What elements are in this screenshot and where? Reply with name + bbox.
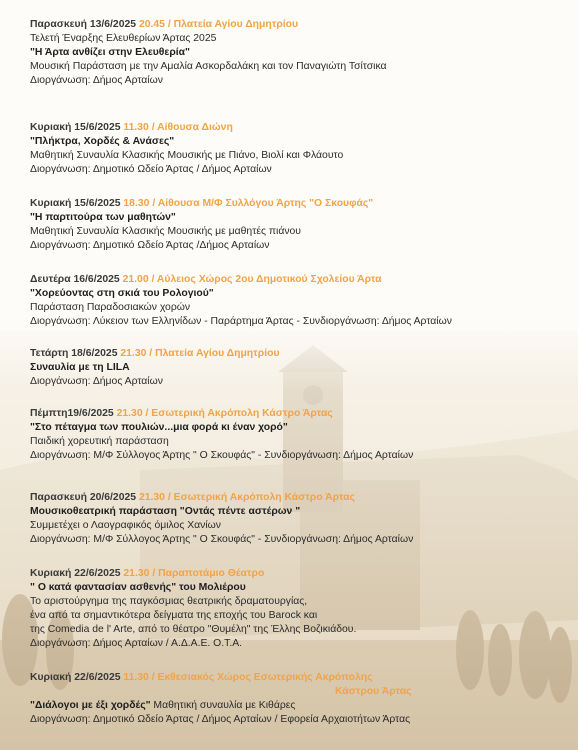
event-title-line <box>30 699 570 713</box>
event-organizer: Διοργάνωση: Δημοτικό Ωδείο Άρτας /Δήμος Αρταίων <box>30 240 270 251</box>
event-organizer: Διοργάνωση: Δήμος Αρταίων <box>30 376 163 387</box>
event-header: Τετάρτη 18/6/2025 21.30 / Πλατεία Αγίου Δημητρίου <box>30 348 280 359</box>
event-date: Παρασκευή 20/6/2025 <box>30 492 137 503</box>
event-venue: Παραποτάμιο Θέατρο <box>158 568 265 579</box>
event-date: Κυριακή 15/6/2025 <box>30 122 121 133</box>
event-date: Κυριακή 22/6/2025 <box>30 672 121 683</box>
event-description: Μαθητική συναυλία με Κιθάρες <box>150 700 296 711</box>
event-item <box>30 18 570 88</box>
event-header: Κυριακή 15/6/2025 18.30 / Αίθουσα Μ/Φ Συλλόγου Άρτης "Ο Σκουφάς" <box>30 198 374 209</box>
event-time: 18.30 <box>123 198 150 209</box>
event-description: Συμμετέχει ο Λαογραφικός όμιλος Χανίων <box>30 520 221 531</box>
event-organizer: Διοργάνωση: Δημοτικό Ωδείο Άρτας / Δήμος Αρταίων / Εφορεία Αρχαιοτήτων Άρτας <box>30 714 411 725</box>
event-header: Παρασκευή 20/6/2025 21.30 / Εσωτερική Ακρόπολη Κάστρο Άρτας <box>30 492 355 503</box>
event-date: Δευτέρα 16/6/2025 <box>30 274 120 285</box>
event-item <box>30 273 570 329</box>
event-organizer: Διοργάνωση: Δήμος Αρταίων / Α.Δ.Α.Ε. Ο.Τ.Α. <box>30 638 243 649</box>
event-venue-continued: Κάστρου Άρτας <box>335 686 412 697</box>
event-venue: Πλατεία Αγίου Δημητρίου <box>173 19 299 30</box>
event-time: 21.30 <box>116 408 143 419</box>
event-time: 21.00 <box>122 274 149 285</box>
event-date: Κυριακή 22/6/2025 <box>30 568 121 579</box>
event-item <box>30 567 570 651</box>
event-venue: Πλατεία Αγίου Δημητρίου <box>155 348 280 359</box>
event-venue: Αύλειος Χώρος 2ου Δημοτικού Σχολείου Άρτα <box>156 274 382 285</box>
event-organizer: Διοργάνωση: Δήμος Αρταίων <box>30 75 163 86</box>
event-item <box>30 347 570 389</box>
event-title: "Χορεύοντας στη σκιά του Ρολογιού" <box>30 288 214 299</box>
event-header: Κυριακή 22/6/2025 11.30 / Εκθεσιακός Χώρος Εσωτερικής Ακρόπολης <box>30 672 373 683</box>
event-header: Παρασκευή 13/6/2025 20.45 / Πλατεία Αγίου Δημητρίου <box>30 19 299 30</box>
event-item <box>30 407 570 463</box>
event-time: 11.30 <box>123 122 149 133</box>
event-date: Τετάρτη 18/6/2025 <box>30 348 118 359</box>
event-header: Κυριακή 15/6/2025 11.30 / Αίθουσα Διώνη <box>30 122 233 133</box>
event-title: Συναυλία με τη LILA <box>30 362 130 373</box>
event-item <box>30 197 570 253</box>
event-organizer: Διοργάνωση: Μ/Φ Σύλλογος Άρτης " Ο Σκουφάς" - Συνδιοργάνωση: Δήμος Αρταίων <box>30 450 414 461</box>
event-title: "Πλήκτρα, Χορδές & Ανάσες" <box>30 136 175 147</box>
event-organizer: Διοργάνωση: Μ/Φ Σύλλογος Άρτης " Ο Σκουφάς" - Συνδιοργάνωση: Δήμος Αρταίων <box>30 534 414 545</box>
event-description: της Comedia de l' Arte, από το θέατρο "Θυμέλη" της Έλλης Βοζικιάδου. <box>30 624 357 635</box>
event-venue: Εσωτερική Ακρόπολη Κάστρο Άρτας <box>173 492 355 503</box>
event-header: Δευτέρα 16/6/2025 21.00 / Αύλειος Χώρος 2ου Δημοτικού Σχολείου Άρτα <box>30 274 382 285</box>
event-item <box>30 491 570 547</box>
event-venue: Αίθουσα Διώνη <box>157 122 233 133</box>
event-description: Το αριστούργημα της παγκόσμιας θεατρικής δραματουργίας, <box>30 596 308 607</box>
event-date: Πέμπτη19/6/2025 <box>30 408 114 419</box>
event-date: Παρασκευή 13/6/2025 <box>30 19 137 30</box>
event-description: Παιδική χορευτική παράσταση <box>30 436 169 447</box>
event-organizer: Διοργάνωση: Δημοτικό Ωδείο Άρτας / Δήμος Αρταίων <box>30 164 272 175</box>
event-item <box>30 671 570 727</box>
event-venue: Αίθουσα Μ/Φ Συλλόγου Άρτης "Ο Σκουφάς" <box>157 198 374 209</box>
event-header: Πέμπτη19/6/2025 21.30 / Εσωτερική Ακρόπολη Κάστρο Άρτας <box>30 408 333 419</box>
event-description: Παράσταση Παραδοσιακών χορών <box>30 302 191 313</box>
event-header: Κυριακή 22/6/2025 21.30 / Παραποτάμιο Θέατρο <box>30 568 265 579</box>
event-venue: Εσωτερική Ακρόπολη Κάστρο Άρτας <box>151 408 333 419</box>
event-description: Μαθητική Συναυλία Κλασικής Μουσικής με μαθητές πιάνου <box>30 226 301 237</box>
event-title: " Ο κατά φαντασίαν ασθενής" του Μολιέρου <box>30 582 246 593</box>
event-title: "Διάλογοι με έξι χορδές" <box>30 700 151 711</box>
event-item <box>30 121 570 177</box>
event-time: 21.30 <box>120 348 147 359</box>
event-title: "Στο πέταγμα των πουλιών...μια φορά κι έναν χορό" <box>30 422 288 433</box>
event-description: ένα από τα σημαντικότερα δείγματα της εποχής του Barock και <box>30 610 318 621</box>
event-date: Κυριακή 15/6/2025 <box>30 198 121 209</box>
event-organizer: Διοργάνωση: Λύκειον των Ελληνίδων - Παράρτημα Άρτας - Συνδιοργάνωση: Δήμος Αρταίων <box>30 316 452 327</box>
event-description: Μαθητική Συναυλία Κλασικής Μουσικής με Πιάνο, Βιολί και Φλάουτο <box>30 150 344 161</box>
event-venue: Εκθεσιακός Χώρος Εσωτερικής Ακρόπολης <box>157 672 373 683</box>
event-title: "Η Άρτα ανθίζει στην Ελευθερία" <box>30 47 190 58</box>
event-title: "Η παρτιτούρα των μαθητών" <box>30 212 176 223</box>
event-time: 21.30 <box>138 492 165 503</box>
event-time: 20.45 <box>138 19 165 30</box>
event-subtitle: Τελετή Έναρξης Ελευθερίων Άρτας 2025 <box>30 33 217 44</box>
event-title: Μουσικοθεατρική παράσταση "Οντάς πέντε αστέρων " <box>30 506 301 517</box>
event-time: 11.30 <box>123 672 149 683</box>
event-time: 21.30 <box>123 568 150 579</box>
event-description: Μουσική Παράσταση με την Αμαλία Ασκορδαλάκη και τον Παναγιώτη Τσίτσικα <box>30 61 387 72</box>
